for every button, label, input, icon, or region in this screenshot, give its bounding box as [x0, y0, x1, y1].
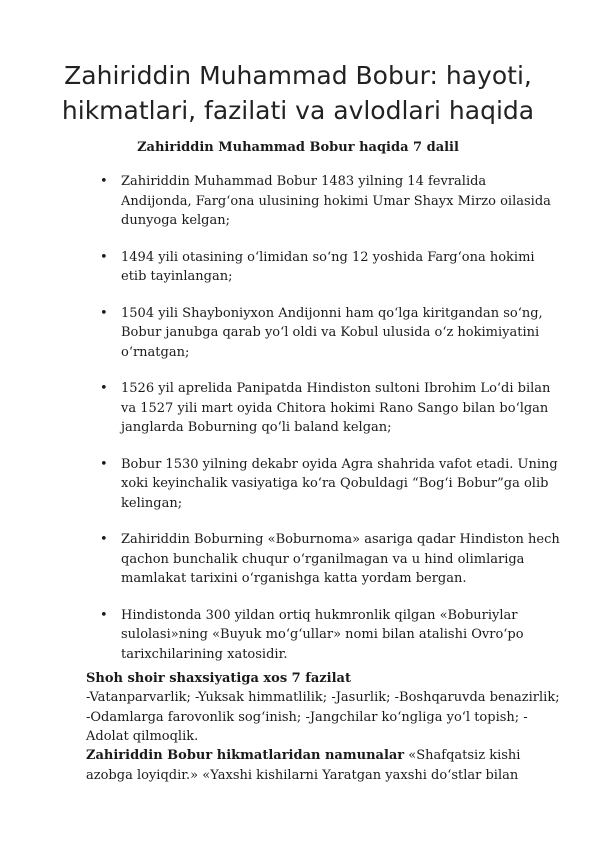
bullet-icon: • — [100, 532, 108, 547]
list-item-text: Hindistonda 300 yildan ortiq hukmronlik qilgan «Boburiylar sulolasi»ning «Buyuk mo‘g‘ullar» nomi bilan atalishi Ovro‘po tarixchilarining xatosidir. — [121, 607, 524, 662]
bullet-icon: • — [100, 249, 108, 265]
list-item-text: 1494 yili otasining o‘limidan so‘ng 12 yoshida Farg‘ona hokimi etib tayinlangan; — [121, 249, 535, 284]
bullet-icon: • — [100, 174, 108, 189]
list-item — [0, 172, 596, 231]
list-item — [0, 248, 596, 287]
list-item — [0, 379, 596, 438]
list-item — [0, 606, 596, 665]
list-item-text: Zahiriddin Muhammad Bobur 1483 yilning 14 fevralida Andijonda, Farg‘ona ulusining hokimi Umar Shayx Mirzo oilasida dunyoga kelgan; — [121, 174, 551, 228]
list-item-text: Zahiriddin Boburning «Boburnoma» asariga qadar Hindiston hech qachon bunchalik chuqur o‘rganilmagan va u hind olimlariga mamlakat tarixini o‘rganishga katta yordam bergan. — [121, 532, 560, 586]
bullet-icon: • — [100, 381, 108, 396]
wisdom-paragraph — [86, 746, 562, 785]
facts-heading: Zahiriddin Muhammad Bobur haqida 7 dalil — [137, 140, 459, 155]
list-item — [0, 455, 596, 514]
list-item-text: Bobur 1530 yilning dekabr oyida Agra shahrida vafot etadi. Uning xoki keyinchalik vasiyatiga ko‘ra Qobuldagi “Bog‘i Bobur”ga olib kelingan; — [121, 456, 558, 511]
bullet-icon: • — [100, 607, 108, 623]
bullet-icon: • — [100, 305, 108, 321]
list-item-text: 1504 yili Shayboniyxon Andijonni ham qo‘lga kiritgandan so‘ng, Bobur janubga qarab yo‘l oldi va Kobul ulusida o‘z hokimiyatini o‘rnatgan; — [121, 305, 543, 360]
facts-list — [0, 172, 596, 681]
virtues-heading: Shoh shoir shaxsiyatiga xos 7 fazilat — [86, 671, 351, 686]
page-title: Zahiriddin Muhammad Bobur: hayoti, hikmatlari, fazilati va avlodlari haqida — [61, 61, 535, 125]
virtues-text: -Vatanparvarlik; -Yuksak himmatlilik; -Jasurlik; -Boshqaruvda benazirlik; -Odamlarga farovonlik sog‘inish; -Jangchilar ko‘ngliga yo‘l topish; -Adolat qilmoqlik. — [86, 690, 560, 744]
bullet-icon: • — [100, 456, 108, 472]
wisdom-heading: Zahiriddin Bobur hikmatlaridan namunalar — [86, 748, 405, 763]
list-item — [0, 304, 596, 363]
list-item-text: 1526 yil aprelida Panipatda Hindiston sultoni Ibrohim Lo‘di bilan va 1527 yili mart oyida Chitora hokimi Rano Sango bilan bo‘lgan janglarda Boburning qo‘li baland kelgan; — [121, 381, 551, 435]
list-item — [0, 530, 596, 589]
wisdom-text: «Shafqatsiz kishi azobga loyiqdir.» «Yaxshi kishilarni Yaratgan yaxshi do‘stlar bilan — [86, 748, 521, 783]
